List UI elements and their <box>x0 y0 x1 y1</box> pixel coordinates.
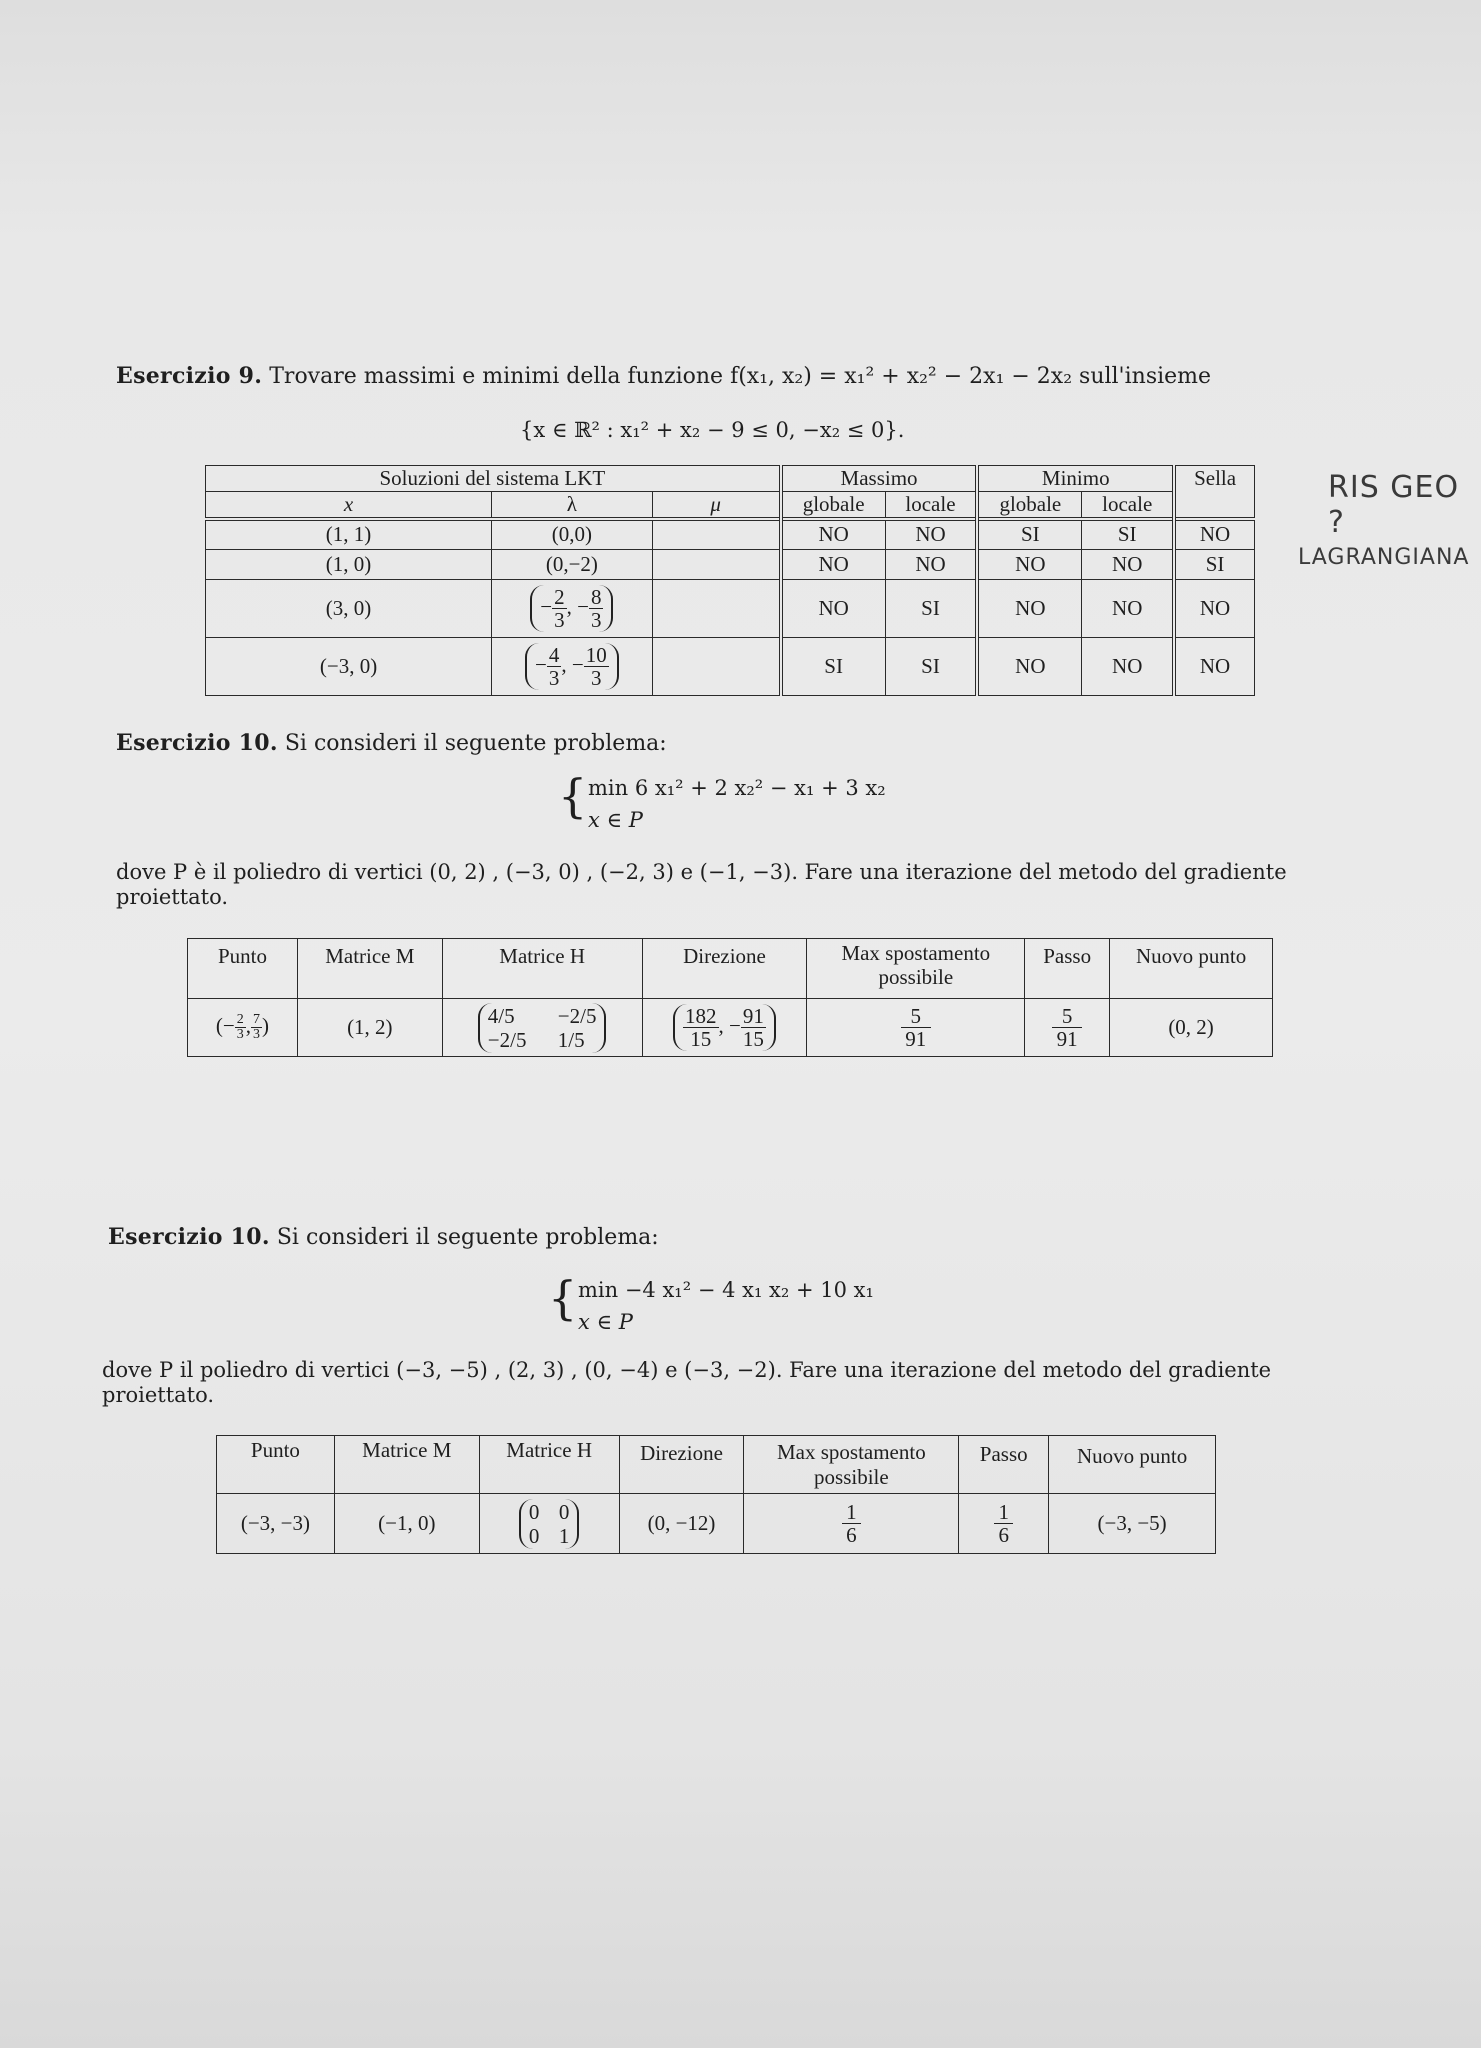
ex10b-desc-line1: dove P il poliedro di vertici (−3, −5) , (2, 3) , (0, −4) e (−3, −2). Fare una iterazione del metodo del gradiente <box>102 1358 1272 1382</box>
cell-sella: SI <box>1174 549 1254 579</box>
cell-sella: NO <box>1174 579 1254 637</box>
cell-x: (1, 0) <box>206 549 492 579</box>
cell-max-locale: NO <box>885 549 977 579</box>
cell-nuovo-punto: (−3, −5) <box>1049 1494 1216 1554</box>
hdr-passo: Passo <box>959 1436 1049 1494</box>
frac-den: 3 <box>548 665 560 690</box>
ex10a-label: Esercizio 10. <box>116 730 278 756</box>
frac-den: 3 <box>252 1027 260 1042</box>
cell-min-globale: SI <box>977 519 1081 549</box>
frac-num: 1 <box>842 1501 861 1524</box>
frac-den: 91 <box>905 1027 927 1051</box>
frac-den: 3 <box>590 607 602 632</box>
table-row <box>206 637 1255 695</box>
ex9-text: Trovare massimi e minimi della funzione f(x₁, x₂) = x₁² + x₂² − 2x₁ − 2x₂ sull'insieme <box>269 364 1212 389</box>
hdr-matrice-h: Matrice H <box>479 1436 619 1494</box>
cell-matrice-h <box>442 999 642 1057</box>
h22: 1/5 <box>557 1027 585 1052</box>
cell-mu <box>652 519 780 549</box>
frac-num: 4 <box>548 642 560 667</box>
hdr-max-globale: globale <box>781 492 885 520</box>
table-row <box>217 1494 1216 1554</box>
h12: −2/5 <box>557 1003 597 1028</box>
cell-mu <box>652 579 780 637</box>
cell-min-locale: NO <box>1082 637 1174 695</box>
h11: 0 <box>528 1499 540 1524</box>
ex9-label: Esercizio 9. <box>116 363 263 389</box>
hdr-punto: Punto <box>188 939 298 999</box>
cell-x: (−3, 0) <box>206 637 492 695</box>
cell-min-globale: NO <box>977 579 1081 637</box>
frac-den: 15 <box>690 1027 712 1051</box>
frac-num: 91 <box>742 1004 764 1028</box>
brace-icon: { <box>548 1271 578 1325</box>
frac-num: 5 <box>1052 1005 1083 1028</box>
ex10a-heading <box>116 730 667 756</box>
h21: −2/5 <box>487 1027 527 1052</box>
cell-min-globale: NO <box>977 637 1081 695</box>
cell-max-locale: NO <box>885 519 977 549</box>
cell-lambda: (0,−2) <box>492 549 653 579</box>
frac-num: 8 <box>590 584 602 609</box>
cell-max-globale: SI <box>781 637 885 695</box>
hdr-matrice-h: Matrice H <box>442 939 642 999</box>
frac-den: 91 <box>1056 1027 1078 1051</box>
ex9-set: {x ∈ ℝ² : x₁² + x₂ − 9 ≤ 0, −x₂ ≤ 0}. <box>520 418 905 442</box>
handwritten-note-lagrangiana: LAGRANGIANA <box>1298 545 1470 570</box>
ex10a-text: Si consideri il seguente problema: <box>284 731 667 756</box>
cell-nuovo-punto: (0, 2) <box>1110 999 1273 1057</box>
hdr-direzione: Direzione <box>619 1436 744 1494</box>
ex10a-desc-line2: proiettato. <box>116 885 229 909</box>
cell-mu <box>652 549 780 579</box>
h12: 0 <box>558 1499 570 1524</box>
hdr-max-locale: locale <box>885 492 977 520</box>
frac-den: 6 <box>846 1523 857 1547</box>
cell-passo <box>959 1494 1049 1554</box>
ex10a-description <box>116 860 1366 910</box>
hdr-lkt: Soluzioni del sistema LKT <box>206 466 781 492</box>
hdr-nuovo-punto: Nuovo punto <box>1049 1436 1216 1494</box>
hdr-max-spostamento: Max spostamento possibile <box>744 1436 959 1494</box>
frac-num: 182 <box>685 1004 717 1028</box>
cell-punto: (−3, −3) <box>217 1494 335 1554</box>
cell-max-spostamento <box>807 999 1025 1057</box>
cell-lambda: (0,0) <box>492 519 653 549</box>
ex10b-constraint: x ∈ P <box>578 1310 633 1334</box>
frac-num: 1 <box>994 1501 1013 1524</box>
cell-direzione: (0, −12) <box>619 1494 744 1554</box>
cell-punto: (− $\frac{2}{3}$ , $\frac{7}{3}$ ) <box>188 999 298 1057</box>
cell-lambda: − $\frac{2}{3}$ , − $\frac{8}{3}$ <box>492 579 653 637</box>
ex10b-text: Si consideri il seguente problema: <box>276 1225 659 1250</box>
ex9-lkt-table <box>205 465 1255 696</box>
cell-x: (3, 0) <box>206 579 492 637</box>
cell-sella: NO <box>1174 637 1254 695</box>
ex10a-objective: min 6 x₁² + 2 x₂² − x₁ + 3 x₂ <box>588 776 886 800</box>
frac-den: 6 <box>998 1523 1009 1547</box>
h22: 1 <box>558 1523 570 1548</box>
frac-num: 7 <box>252 1012 260 1027</box>
ex10b-description <box>102 1358 1402 1408</box>
cell-max-spostamento <box>744 1494 959 1554</box>
frac-num: 10 <box>585 642 607 667</box>
cell-min-globale: NO <box>977 549 1081 579</box>
ex10a-constraint: x ∈ P <box>588 808 643 832</box>
ex10b-desc-line2: proiettato. <box>102 1383 215 1407</box>
frac-num: 5 <box>901 1005 932 1028</box>
ex9-heading <box>116 363 1211 389</box>
cell-min-locale: NO <box>1082 549 1174 579</box>
frac-num: 2 <box>554 584 565 609</box>
cell-max-locale: SI <box>885 637 977 695</box>
frac-den: 3 <box>590 665 602 690</box>
ex10a-desc-line1: dove P è il poliedro di vertici (0, 2) , (−3, 0) , (−2, 3) e (−1, −3). Fare una iterazione del metodo del gradiente <box>116 860 1287 884</box>
h11: 4/5 <box>487 1003 515 1028</box>
hdr-direzione: Direzione <box>642 939 807 999</box>
cell-sella: NO <box>1174 519 1254 549</box>
cell-min-locale: SI <box>1082 519 1174 549</box>
cell-max-globale: NO <box>781 519 885 549</box>
cell-direzione: $\frac{182}{15}$ , − $\frac{91}{15}$ <box>642 999 807 1057</box>
cell-passo <box>1025 999 1110 1057</box>
brace-icon: { <box>558 769 588 823</box>
table-row <box>206 519 1255 549</box>
h21: 0 <box>528 1523 540 1548</box>
hdr-min-locale: locale <box>1082 492 1174 520</box>
hdr-min-globale: globale <box>977 492 1081 520</box>
cell-matrice-m: (1, 2) <box>297 999 442 1057</box>
hdr-punto: Punto <box>217 1436 335 1494</box>
handwritten-note-ris-geo: RIS GEO ? <box>1328 470 1460 540</box>
cell-max-globale: NO <box>781 549 885 579</box>
hdr-x: x <box>206 492 492 520</box>
ex10b-gradient-table <box>216 1435 1216 1554</box>
hdr-minimo: Minimo <box>977 466 1174 492</box>
table-row <box>206 549 1255 579</box>
ex10b-objective: min −4 x₁² − 4 x₁ x₂ + 10 x₁ <box>578 1278 874 1302</box>
table-row <box>206 579 1255 637</box>
cell-max-locale: SI <box>885 579 977 637</box>
frac-den: 3 <box>236 1027 244 1042</box>
cell-matrice-h <box>479 1494 619 1554</box>
ex10b-label: Esercizio 10. <box>108 1224 270 1250</box>
frac-den: 15 <box>742 1027 764 1051</box>
cell-mu <box>652 637 780 695</box>
table-row <box>188 999 1273 1057</box>
ex10b-heading <box>108 1224 659 1250</box>
hdr-nuovo-punto: Nuovo punto <box>1110 939 1273 999</box>
cell-min-locale: NO <box>1082 579 1174 637</box>
frac-den: 3 <box>554 607 565 632</box>
cell-x: (1, 1) <box>206 519 492 549</box>
cell-max-globale: NO <box>781 579 885 637</box>
hdr-matrice-m: Matrice M <box>334 1436 479 1494</box>
ex10a-gradient-table <box>187 938 1273 1057</box>
cell-lambda: − $\frac{4}{3}$ , − $\frac{10}{3}$ <box>492 637 653 695</box>
hdr-lambda: λ <box>492 492 653 520</box>
frac-num: 2 <box>236 1012 244 1027</box>
hdr-matrice-m: Matrice M <box>297 939 442 999</box>
hdr-passo: Passo <box>1025 939 1110 999</box>
cell-matrice-m: (−1, 0) <box>334 1494 479 1554</box>
hdr-mu: μ <box>652 492 780 520</box>
hdr-massimo: Massimo <box>781 466 978 492</box>
hdr-max-spostamento: Max spostamento possibile <box>807 939 1025 999</box>
hdr-sella: Sella <box>1174 466 1254 520</box>
